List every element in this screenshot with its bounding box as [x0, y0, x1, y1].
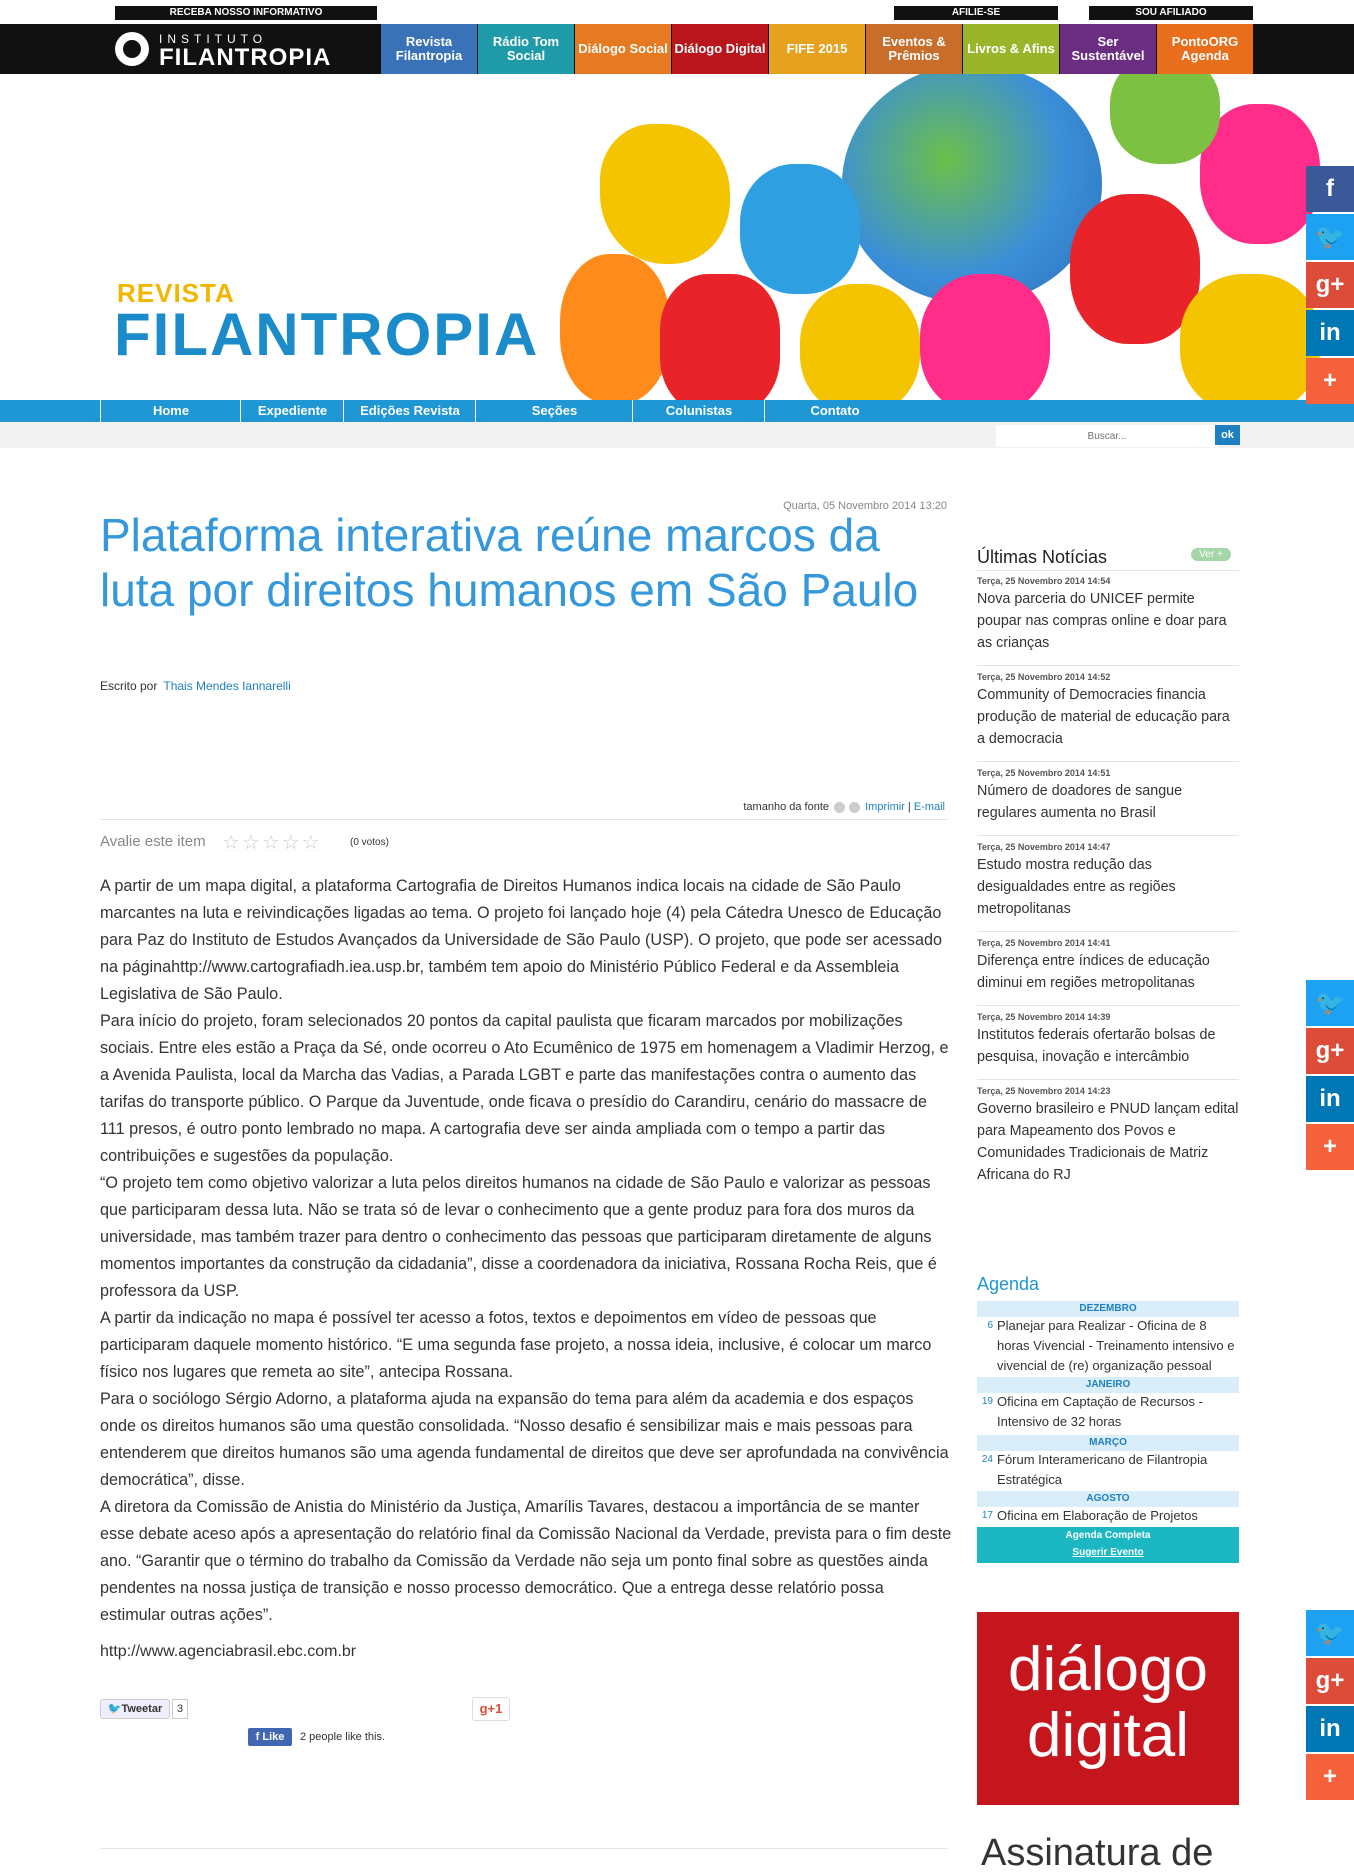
- facebook-icon: f: [255, 1731, 263, 1743]
- logo-line2: FILANTROPIA: [159, 44, 332, 71]
- figure-pink: [920, 274, 1050, 400]
- source-url: http://www.agenciabrasil.ebc.com.br: [100, 1643, 357, 1660]
- rating-stars[interactable]: [222, 830, 322, 855]
- agenda-title[interactable]: Fórum Interamericano de Filantropia Estratégica: [997, 1452, 1208, 1487]
- linkedin-icon[interactable]: in: [1306, 1706, 1354, 1752]
- more-news-button[interactable]: Ver +: [1191, 548, 1231, 561]
- menu-item-4[interactable]: Colunistas: [632, 400, 765, 422]
- article-paragraph: A partir de um mapa digital, a plataforma Cartografia de Direitos Humanos indica locais na cidade de São Paulo marcantes na luta e reivindicações ligadas ao tema. O projeto foi lançado hoje (4) pela Cátedra Unesco de Educação para Paz do Instituto de Estudos Avançados da Universidade de São Paulo (USP). O projeto, que pode ser acessado na páginahttp://www.cartografiadh.iea.usp.br, também tem apoio do Ministério Público Federal e da Assembleia Legislativa de São Paulo.: [100, 877, 942, 1003]
- star-icon[interactable]: ☆: [241, 832, 262, 854]
- news-item[interactable]: [977, 1011, 1239, 1068]
- logo-ring-icon: [115, 32, 149, 66]
- nav-tab-8[interactable]: PontoORG Agenda: [1157, 24, 1253, 74]
- nav-tab-7[interactable]: Ser Sustentável: [1060, 24, 1156, 74]
- header-banner: [0, 74, 1354, 400]
- news-item[interactable]: [977, 841, 1239, 920]
- menu-item-5[interactable]: Contato: [764, 400, 905, 422]
- figure-orange: [560, 254, 670, 400]
- figure-blue: [740, 164, 860, 294]
- newsletter-link[interactable]: RECEBA NOSSO INFORMATIVO: [115, 6, 377, 20]
- news-divider: [977, 761, 1239, 762]
- news-heading-divider: [977, 570, 1239, 571]
- votes-count: (0 votos): [350, 837, 389, 848]
- print-link[interactable]: Imprimir: [865, 801, 905, 813]
- share-plus-icon[interactable]: +: [1306, 1124, 1354, 1170]
- byline: [100, 679, 291, 693]
- latest-news-heading: Últimas Notícias: [977, 547, 1108, 567]
- banner-line1: diálogo: [1008, 1635, 1208, 1704]
- agenda-full-link[interactable]: Agenda Completa: [1065, 1530, 1151, 1541]
- nav-tab-5[interactable]: Eventos & Prêmios: [866, 24, 962, 74]
- agenda-month: DEZEMBRO: [977, 1301, 1239, 1317]
- agenda-day: 24: [981, 1454, 993, 1465]
- tweet-label: Tweetar: [121, 1703, 163, 1715]
- article-paragraph: A partir da indicação no mapa é possível ter acesso a fotos, textos e depoimentos em vídeo de pessoas que participaram daquele momento histórico. “E uma segunda fase projeto, a nossa ideia, inclusive, é colocar um marco físico nos lugares que remeta ao site”, antecipa Rossana.: [100, 1309, 932, 1381]
- share-plus-icon[interactable]: +: [1306, 358, 1354, 404]
- nav-tab-3[interactable]: Diálogo Digital: [672, 24, 768, 74]
- affiliated-link[interactable]: SOU AFILIADO: [1089, 6, 1253, 20]
- news-divider: [977, 1005, 1239, 1006]
- share-plus-icon[interactable]: +: [1306, 1754, 1354, 1800]
- font-decrease-icon[interactable]: [834, 802, 845, 813]
- tweet-button[interactable]: [100, 1699, 170, 1719]
- agenda-title[interactable]: Oficina em Captação de Recursos - Intensivo de 32 horas: [997, 1394, 1203, 1429]
- agenda-day: 17: [981, 1510, 993, 1521]
- news-title[interactable]: Diferença entre índices de educação diminui em regiões metropolitanas: [977, 953, 1210, 991]
- news-date: Terça, 25 Novembro 2014 14:23: [977, 1086, 1111, 1096]
- agenda-month: MARÇO: [977, 1435, 1239, 1451]
- article-tools: tamanho da fonte Imprimir | E-mail: [743, 801, 945, 813]
- facebook-like-button[interactable]: [248, 1728, 292, 1746]
- linkedin-icon[interactable]: in: [1306, 310, 1354, 356]
- figure-red: [660, 274, 780, 400]
- figure-green: [1110, 74, 1220, 164]
- agenda-title[interactable]: Oficina em Elaboração de Projetos: [997, 1508, 1198, 1523]
- filantropia-wordmark: FILANTROPIA: [114, 301, 540, 368]
- nav-tab-1[interactable]: Rádio Tom Social: [478, 24, 574, 74]
- agenda-month: JANEIRO: [977, 1377, 1239, 1393]
- news-item[interactable]: [977, 767, 1239, 824]
- google-plus-icon[interactable]: g+: [1306, 1658, 1354, 1704]
- article-paragraph: Para o sociólogo Sérgio Adorno, a plataforma ajuda na expansão do tema para além da academia e dos espaços onde os direitos humanos são uma questão consolidada. “Nosso desafio é sensibilizar mais e mais pessoas para entenderem que direitos humanos são uma agenda fundamental de direitos que deve ser aprofundada na convivência democrática”, disse.: [100, 1390, 949, 1489]
- news-title[interactable]: Estudo mostra redução das desigualdades entre as regiões metropolitanas: [977, 857, 1176, 917]
- article-paragraph: “O projeto tem como objetivo valorizar a luta pelos direitos humanos na cidade de São Paulo e valorizar as pessoas que participaram dessa luta. Não se trata só de levar o conhecimento que a gente produz para fora dos muros da universidade, mas também trazer para dentro o conhecimento das pessoas que participaram diretamente de alguns momentos importantes da construção da cidadania”, disse a coordenadora da iniciativa, Rossana Rocha Reis, que é professora da USP.: [100, 1174, 937, 1300]
- news-item[interactable]: [977, 671, 1239, 750]
- twitter-icon[interactable]: 🐦: [1306, 980, 1354, 1026]
- footer-divider: [100, 1848, 947, 1849]
- star-icon[interactable]: ☆: [281, 832, 302, 854]
- nav-tab-0[interactable]: Revista Filantropia: [381, 24, 477, 74]
- tweet-count: 3: [172, 1699, 188, 1719]
- byline-label: Escrito por: [100, 679, 158, 693]
- menu-item-1[interactable]: Expediente: [240, 400, 344, 422]
- linkedin-icon[interactable]: in: [1306, 1076, 1354, 1122]
- news-divider: [977, 1079, 1239, 1080]
- news-title[interactable]: Número de doadores de sangue regulares aumenta no Brasil: [977, 783, 1183, 821]
- article-date: Quarta, 05 Novembro 2014 13:20: [783, 500, 947, 512]
- agenda-day: 19: [981, 1396, 993, 1407]
- news-item[interactable]: [977, 575, 1239, 654]
- like-label: Like: [262, 1731, 285, 1743]
- subscription-heading: Assinatura de: [981, 1832, 1214, 1874]
- article-title: Plataforma interativa reúne marcos da luta por direitos humanos em São Paulo: [100, 509, 919, 616]
- figure-yellow-2: [800, 284, 920, 400]
- tools-divider: [100, 819, 947, 820]
- twitter-icon[interactable]: 🐦: [1306, 1610, 1354, 1656]
- star-icon[interactable]: ☆: [222, 832, 242, 854]
- revista-label: REVISTA: [117, 278, 235, 308]
- google-plus-icon[interactable]: g+: [1306, 1028, 1354, 1074]
- news-date: Terça, 25 Novembro 2014 14:47: [977, 842, 1111, 852]
- like-count-text: 2 people like this.: [300, 1731, 385, 1743]
- news-title[interactable]: Governo brasileiro e PNUD lançam edital para Mapeamento dos Povos e Comunidades Tradicionais de Matriz Africana do RJ: [977, 1101, 1239, 1183]
- news-item[interactable]: [977, 1085, 1239, 1186]
- star-icon[interactable]: ☆: [301, 832, 322, 854]
- email-link[interactable]: E-mail: [913, 801, 945, 813]
- figure-yellow-3: [1180, 274, 1320, 400]
- menu-item-3[interactable]: Seções: [475, 400, 633, 422]
- news-divider: [977, 931, 1239, 932]
- news-date: Terça, 25 Novembro 2014 14:39: [977, 1012, 1111, 1022]
- agenda-month: AGOSTO: [977, 1491, 1239, 1507]
- search-input[interactable]: [996, 425, 1218, 447]
- nav-tab-6[interactable]: Livros & Afins: [963, 24, 1059, 74]
- nav-tab-2[interactable]: Diálogo Social: [575, 24, 671, 74]
- agenda-day: 6: [987, 1320, 993, 1331]
- news-item[interactable]: [977, 937, 1239, 994]
- dialogo-digital-banner[interactable]: [977, 1612, 1239, 1805]
- banner-line2: digital: [1027, 1701, 1189, 1770]
- agenda-title[interactable]: Planejar para Realizar - Oficina de 8 horas Vivencial - Treinamento intensivo e vivencial de (re) organização pessoal: [997, 1318, 1235, 1373]
- google-plus-button[interactable]: g+1: [472, 1697, 510, 1721]
- rate-label: Avalie este item: [100, 833, 206, 850]
- font-increase-icon[interactable]: [849, 802, 860, 813]
- agenda-heading: Agenda: [977, 1274, 1040, 1294]
- instituto-logo[interactable]: [115, 30, 332, 71]
- twitter-icon: 🐦: [107, 1703, 122, 1715]
- news-date: Terça, 25 Novembro 2014 14:51: [977, 768, 1111, 778]
- font-size-label: tamanho da fonte: [743, 801, 829, 813]
- news-divider: [977, 835, 1239, 836]
- affiliate-link[interactable]: AFILIE-SE: [894, 6, 1058, 20]
- author-link[interactable]: Thais Mendes Iannarelli: [163, 679, 291, 693]
- article-paragraph: Para início do projeto, foram selecionados 20 pontos da capital paulista que ficaram marcados por mobilizações sociais. Entre eles estão a Praça da Sé, onde ocorreu o Ato Ecumênico de 1975 em homenagem a Vladimir Herzog, e a Avenida Paulista, local da Marcha das Vadias, a Parada LGBT e parte das manifestações contra o aumento das tarifas do transporte público. O Parque da Juventude, onde ficava o presídio do Carandiru, cenário do massacre de 111 presos, é outro ponto lembrado no mapa. A cartografia deve ser ainda ampliada com o tempo a partir das contribuições e sugestões da população.: [100, 1012, 949, 1165]
- article-paragraph: A diretora da Comissão de Anistia do Ministério da Justiça, Amarílis Tavares, destacou a importância de se manter esse debate aceso após a apresentação do relatório final da Comissão Nacional da Verdade, prevista para o fim deste ano. “Garantir que o término do trabalho da Comissão da Verdade não seja um ponto final sobre as questões ainda pendentes na nossa justiça de transição e nosso processo democrático. Que a entrega desse relatório possa estimular outras ações”.: [100, 1498, 952, 1624]
- figure-yellow: [600, 124, 730, 264]
- logo-line1: INSTITUTO: [159, 32, 268, 46]
- facebook-icon[interactable]: f: [1306, 166, 1354, 212]
- suggest-event-link[interactable]: Sugerir Evento: [1072, 1547, 1144, 1558]
- news-date: Terça, 25 Novembro 2014 14:54: [977, 576, 1111, 586]
- news-title[interactable]: Community of Democracies financia produção de material de educação para a democracia: [977, 687, 1230, 747]
- news-title[interactable]: Nova parceria do UNICEF permite poupar nas compras online e doar para as crianças: [977, 591, 1227, 651]
- menu-item-0[interactable]: Home: [100, 400, 241, 422]
- twitter-icon[interactable]: 🐦: [1306, 214, 1354, 260]
- agenda-footer: [977, 1527, 1239, 1563]
- figure-red-2: [1070, 194, 1200, 344]
- news-date: Terça, 25 Novembro 2014 14:41: [977, 938, 1111, 948]
- article-body: [100, 873, 952, 1629]
- menu-item-2[interactable]: Edições Revista: [343, 400, 476, 422]
- star-icon[interactable]: ☆: [261, 832, 282, 854]
- search-ok-button[interactable]: ok: [1215, 425, 1240, 445]
- news-title[interactable]: Institutos federais ofertarão bolsas de pesquisa, inovação e intercâmbio: [977, 1027, 1216, 1065]
- news-date: Terça, 25 Novembro 2014 14:52: [977, 672, 1111, 682]
- google-plus-icon[interactable]: g+: [1306, 262, 1354, 308]
- news-divider: [977, 665, 1239, 666]
- nav-tab-4[interactable]: FIFE 2015: [769, 24, 865, 74]
- globe-image: [842, 74, 1102, 304]
